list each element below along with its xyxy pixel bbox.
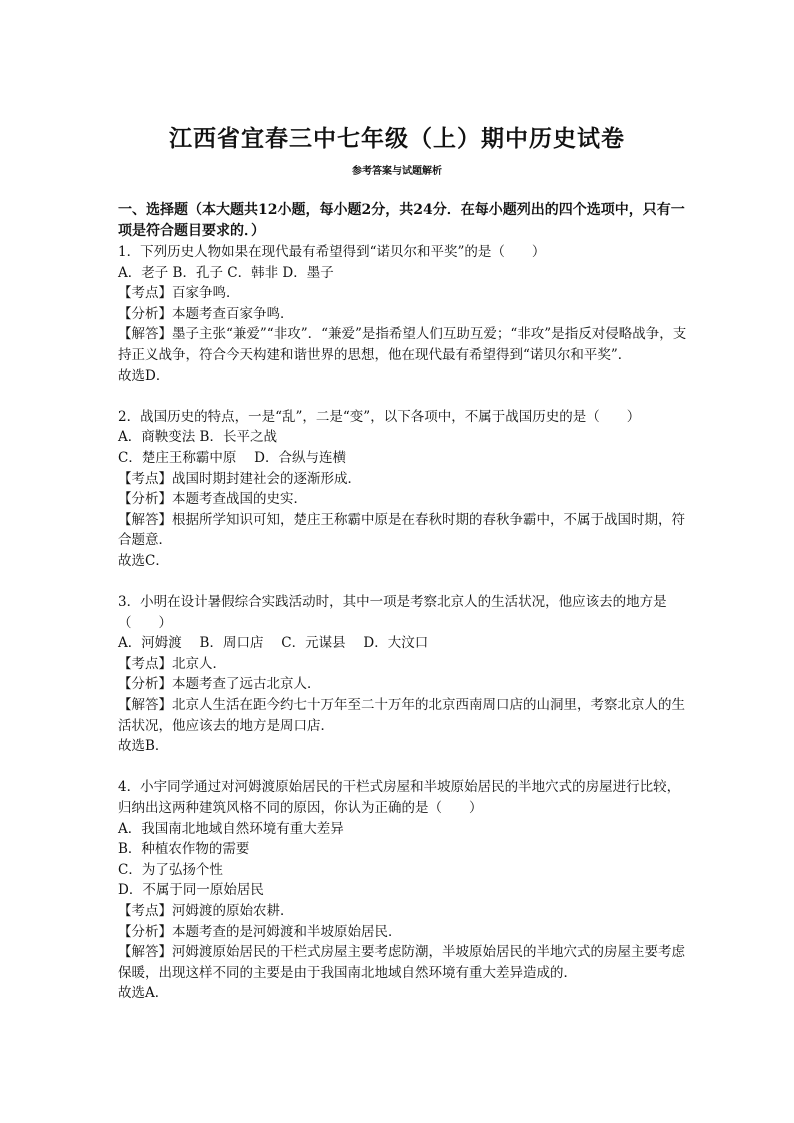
section-heading: 一、选择题（本大题共12小题，每小题2分，共24分．在每小题列出的四个选项中，只有一项是符合题目要求的．）	[118, 202, 685, 239]
jieda-tag: 【解答】	[118, 326, 172, 343]
spacer	[118, 386, 690, 407]
jieda-text: 北京人生活在距今约七十万年至二十万年的北京西南周口店的山洞里，考察北京人的生活状况，他应该去的地方是周口店．	[118, 697, 685, 734]
jieda-tag: 【解答】	[118, 511, 172, 528]
kaodian-text: 战国时期封建社会的逐渐形成．	[172, 470, 361, 487]
kaodian-line	[118, 469, 690, 490]
question-3	[118, 592, 690, 757]
spacer	[118, 572, 690, 593]
jieda-line	[118, 324, 690, 365]
fenxi-text: 本题考查了远古北京人．	[172, 676, 321, 693]
kaodian-line	[118, 283, 690, 304]
kaodian-text: 北京人．	[172, 655, 226, 672]
question-options: D．不属于同一原始居民	[118, 882, 264, 899]
spacer	[118, 757, 690, 778]
page-subtitle: 参考答案与试题解析	[352, 166, 442, 177]
answer-line: 故选C．	[118, 552, 169, 569]
fenxi-line	[118, 922, 690, 943]
jieda-line	[118, 510, 690, 551]
fenxi-line	[118, 304, 690, 325]
jieda-tag: 【解答】	[118, 944, 172, 961]
kaodian-text: 百家争鸣．	[172, 285, 240, 302]
question-stem: 4．小宇同学通过对河姆渡原始居民的干栏式房屋和半坡原始居民的半地穴式的房屋进行比较，归纳出这两种建筑风格不同的原因，你认为正确的是（ ）	[118, 779, 681, 817]
jieda-text: 河姆渡原始居民的干栏式房屋主要考虑防潮，半坡原始居民的半地穴式的房屋主要考虑保暖，出现这样不同的主要是由于我国南北地域自然环境有重大差异造成的．	[118, 944, 685, 981]
fenxi-tag: 【分析】	[118, 676, 172, 693]
jieda-tag: 【解答】	[118, 697, 172, 714]
kaodian-tag: 【考点】	[118, 655, 172, 672]
question-options: C．为了弘扬个性	[118, 861, 223, 878]
answer-line: 故选B．	[118, 738, 169, 755]
fenxi-line	[118, 489, 690, 510]
fenxi-line	[118, 674, 690, 695]
jieda-line	[118, 695, 690, 736]
answer-line: 故选D．	[118, 367, 170, 384]
fenxi-text: 本题考查战国的史实．	[172, 491, 307, 508]
question-options: A．河姆渡 B．周口店 C．元谋县 D．大汶口	[118, 635, 429, 652]
answer-line: 故选A．	[118, 985, 169, 1002]
kaodian-tag: 【考点】	[118, 285, 172, 302]
question-stem: 3．小明在设计暑假综合实践活动时，其中一项是考察北京人的生活状况，他应该去的地方是（ ）	[118, 594, 667, 631]
jieda-text: 根据所学知识可知，楚庄王称霸中原是在春秋时期的春秋争霸中，不属于战国时期，符合题意．	[118, 511, 685, 549]
page-title: 江西省宜春三中七年级（上）期中历史试卷	[169, 125, 625, 152]
question-options: C．楚庄王称霸中原 D．合纵与连横	[118, 449, 346, 466]
question-2	[118, 407, 690, 572]
fenxi-text: 本题考查的是河姆渡和半坡原始居民．	[172, 923, 402, 940]
document-body	[118, 200, 690, 1004]
fenxi-tag: 【分析】	[118, 923, 172, 940]
question-options: A．老子 B．孔子 C．韩非 D．墨子	[118, 264, 334, 281]
question-options: A．我国南北地域自然环境有重大差异	[118, 820, 344, 837]
question-1	[118, 242, 690, 386]
question-stem: 1．下列历史人物如果在现代最有希望得到“诺贝尔和平奖”的是（ ）	[118, 244, 546, 260]
question-options: A．商鞅变法 B．长平之战	[118, 429, 277, 446]
kaodian-tag: 【考点】	[118, 470, 172, 487]
jieda-line	[118, 942, 690, 983]
question-stem: 2．战国历史的特点，一是“乱”，二是“变”，以下各项中，不属于战国历史的是（ ）	[118, 408, 641, 425]
jieda-text: 墨子主张“兼爱”“非攻”．“兼爱”是指希望人们互助互爱；“非攻”是指反对侵略战争，支持正义战争，符合今天构建和谐世界的思想，他在现代最有希望得到“诺贝尔和平奖”．	[118, 326, 687, 363]
kaodian-tag: 【考点】	[118, 903, 172, 919]
fenxi-tag: 【分析】	[118, 491, 172, 508]
question-4	[118, 777, 690, 1004]
kaodian-line	[118, 654, 690, 675]
kaodian-line	[118, 901, 690, 922]
fenxi-text: 本题考查百家争鸣．	[172, 305, 294, 322]
question-options: B．种植农作物的需要	[118, 841, 250, 858]
fenxi-tag: 【分析】	[118, 305, 172, 322]
kaodian-text: 河姆渡的原始农耕．	[172, 903, 294, 919]
